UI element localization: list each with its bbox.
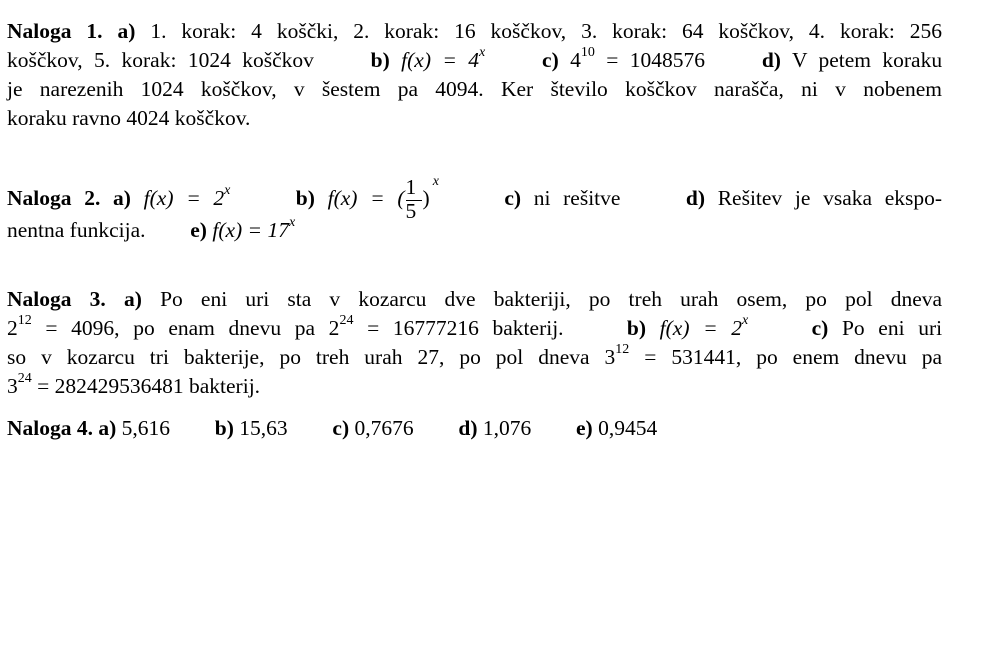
task4-c-value: 0,7676	[354, 416, 414, 440]
task4-b-label: b)	[214, 416, 234, 440]
task2-line2	[7, 215, 295, 245]
task1-d-text-1: V petem koraku	[791, 48, 943, 72]
task3-a-base-1: 2	[7, 316, 18, 340]
task3-a-text-2a: = 4096, po enam dnevu pa 2	[45, 316, 340, 340]
task2-b-exponent: x	[432, 173, 439, 189]
task2-b-denominator: 5	[405, 199, 417, 223]
task2-b-numerator: 1	[405, 175, 417, 199]
task2-c-text: ni rešitve	[533, 185, 621, 210]
task3-a-text-1: Po eni uri sta v kozarcu dve bakteriji, po treh urah osem, po pol dneva	[160, 287, 943, 311]
task2-d-label: d)	[685, 185, 705, 210]
task2-a-label: a)	[113, 185, 131, 210]
task1-d-label: d)	[761, 48, 781, 72]
task2-e-label: e)	[190, 218, 207, 242]
task1-a-label: a)	[117, 19, 136, 43]
task3-c-text-1: Po eni uri	[841, 316, 943, 340]
task3-c-text-2a: so v kozarcu tri bakterije, po treh urah 27, po pol dneva 3	[7, 345, 616, 369]
task1-b-label: b)	[370, 48, 390, 72]
task3-b-label: b)	[626, 316, 646, 340]
task2-a-formula: f(x) = 2	[143, 185, 225, 210]
task3-b-exponent: x	[742, 312, 749, 328]
task1-b-exponent: x	[479, 44, 486, 60]
task2-b-close-paren: )	[422, 185, 430, 210]
task2-label: Naloga 2.	[7, 185, 101, 210]
task1-d-text-3: koraku ravno 4024 koščkov.	[7, 106, 251, 130]
task2-b-formula: f(x) = (	[327, 185, 405, 210]
task2-e-formula: f(x) = 17	[212, 218, 289, 242]
task4-a-value: 5,616	[121, 416, 171, 440]
task4-e-value: 0,9454	[598, 416, 658, 440]
task2-line1	[7, 173, 943, 223]
task1-b-formula: f(x) = 4	[401, 48, 480, 72]
task4-c-label: c)	[332, 416, 350, 440]
task2-d-text-1: Rešitev je vsaka ekspo-	[717, 185, 943, 210]
task1-d-text-2: je narezenih 1024 koščkov, v šestem pa 4094. Ker število koščkov narašča, ni v nobenem	[7, 77, 942, 101]
task2-e-exponent: x	[288, 214, 296, 230]
task3-a-exponent-1: 12	[17, 312, 32, 328]
task3-c-exponent-2: 24	[17, 370, 32, 386]
task1-line1	[7, 16, 942, 46]
task1-line3	[7, 74, 942, 104]
task3-a-exponent-2: 24	[339, 312, 354, 328]
task1-c-label: c)	[542, 48, 559, 72]
task2-c-label: c)	[504, 185, 522, 210]
task1-a-text-2: koščkov, 5. korak: 1024 koščkov	[7, 48, 314, 72]
task2-a-exponent: x	[224, 182, 231, 198]
task1-a-text-1: 1. korak: 4 koščki, 2. korak: 16 koščkov, 3. korak: 64 koščkov, 4. korak: 256	[150, 19, 943, 43]
task1-line4	[7, 103, 250, 133]
task1-line2	[7, 45, 942, 75]
task4-d-label: d)	[458, 416, 478, 440]
task4-label: Naloga 4.	[7, 416, 93, 440]
task4-b-value: 15,63	[239, 416, 288, 440]
task3-b-formula: f(x) = 2	[659, 316, 743, 340]
task3-label: Naloga 3.	[7, 287, 106, 311]
task4-a-label: a)	[98, 416, 117, 440]
task3-line3	[7, 342, 942, 372]
task3-c-text-2b: = 531441, po enem dnevu pa	[644, 345, 942, 369]
task3-line1	[7, 284, 942, 314]
task4-d-value: 1,076	[482, 416, 532, 440]
task4-line1	[7, 413, 657, 443]
task3-c-text-3: = 282429536481 bakterij.	[37, 374, 261, 398]
task1-c-exponent: 10	[580, 44, 595, 60]
task3-c-label: c)	[811, 316, 829, 340]
task2-b-fraction	[405, 175, 422, 223]
task2-b-label: b)	[295, 185, 315, 210]
task2-d-text-2: nentna funkcija.	[7, 218, 146, 242]
task3-a-label: a)	[123, 287, 142, 311]
task1-label: Naloga 1.	[7, 19, 103, 43]
task3-a-text-2b: = 16777216 bakterij.	[367, 316, 564, 340]
task1-c-base: 4	[570, 48, 581, 72]
task3-c-exponent-1: 12	[615, 341, 630, 357]
task3-c-base-2: 3	[7, 374, 18, 398]
task3-line4	[7, 371, 260, 401]
task3-line2	[7, 313, 942, 343]
task1-c-result: = 1048576	[606, 48, 706, 72]
task4-e-label: e)	[576, 416, 593, 440]
